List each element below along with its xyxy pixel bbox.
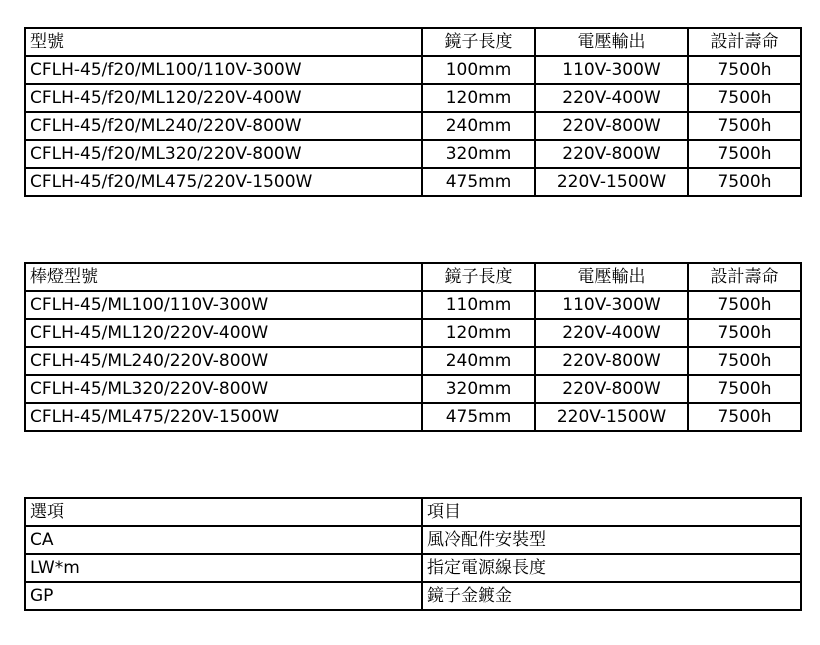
cell-life: 7500h [688,84,801,112]
cell-length: 320mm [422,375,535,403]
cell-length: 240mm [422,112,535,140]
cell-life: 7500h [688,319,801,347]
table-header-row [25,263,801,291]
cell-life: 7500h [688,291,801,319]
cell-length: 100mm [422,56,535,84]
cell-voltage: 220V-800W [535,112,688,140]
header-item: 項目 [422,498,801,526]
lamp-spec-table [24,262,802,432]
header-voltage-output: 電壓輸出 [535,28,688,56]
cell-life: 7500h [688,112,801,140]
cell-life: 7500h [688,347,801,375]
cell-model: CFLH-45/f20/ML120/220V-400W [25,84,422,112]
table-header-row [25,28,801,56]
cell-length: 475mm [422,168,535,196]
header-model: 型號 [25,28,422,56]
cell-model: CFLH-45/f20/ML475/220V-1500W [25,168,422,196]
cell-model: CFLH-45/ML475/220V-1500W [25,403,422,431]
cell-voltage: 110V-300W [535,291,688,319]
model-spec-table [24,27,802,197]
header-mirror-length: 鏡子長度 [422,28,535,56]
header-design-life: 設計壽命 [688,28,801,56]
cell-model: CFLH-45/f20/ML240/220V-800W [25,112,422,140]
table-row [25,526,801,554]
cell-model: CFLH-45/ML120/220V-400W [25,319,422,347]
cell-option-item: 風冷配件安裝型 [422,526,801,554]
cell-life: 7500h [688,403,801,431]
cell-model: CFLH-45/ML100/110V-300W [25,291,422,319]
table-row [25,403,801,431]
cell-length: 240mm [422,347,535,375]
header-lamp-model: 棒燈型號 [25,263,422,291]
cell-voltage: 220V-400W [535,84,688,112]
cell-voltage: 220V-800W [535,347,688,375]
table-header-row [25,498,801,526]
cell-option-code: LW*m [25,554,422,582]
header-option: 選項 [25,498,422,526]
cell-life: 7500h [688,140,801,168]
table-row [25,168,801,196]
cell-option-code: CA [25,526,422,554]
table-row [25,347,801,375]
table-row [25,140,801,168]
cell-length: 120mm [422,319,535,347]
header-design-life: 設計壽命 [688,263,801,291]
cell-model: CFLH-45/ML240/220V-800W [25,347,422,375]
cell-option-code: GP [25,582,422,610]
cell-length: 475mm [422,403,535,431]
table-row [25,84,801,112]
cell-life: 7500h [688,56,801,84]
cell-length: 120mm [422,84,535,112]
cell-life: 7500h [688,375,801,403]
cell-voltage: 220V-1500W [535,168,688,196]
cell-life: 7500h [688,168,801,196]
cell-model: CFLH-45/f20/ML100/110V-300W [25,56,422,84]
cell-model: CFLH-45/ML320/220V-800W [25,375,422,403]
table-row [25,112,801,140]
table-row [25,554,801,582]
table-row [25,319,801,347]
options-table [24,497,802,611]
cell-voltage: 220V-800W [535,140,688,168]
cell-voltage: 110V-300W [535,56,688,84]
header-mirror-length: 鏡子長度 [422,263,535,291]
cell-option-item: 指定電源線長度 [422,554,801,582]
cell-option-item: 鏡子金鍍金 [422,582,801,610]
table-row [25,375,801,403]
cell-model: CFLH-45/f20/ML320/220V-800W [25,140,422,168]
cell-voltage: 220V-1500W [535,403,688,431]
table-row [25,56,801,84]
cell-voltage: 220V-800W [535,375,688,403]
table-row [25,291,801,319]
cell-length: 110mm [422,291,535,319]
cell-voltage: 220V-400W [535,319,688,347]
header-voltage-output: 電壓輸出 [535,263,688,291]
cell-length: 320mm [422,140,535,168]
table-row [25,582,801,610]
